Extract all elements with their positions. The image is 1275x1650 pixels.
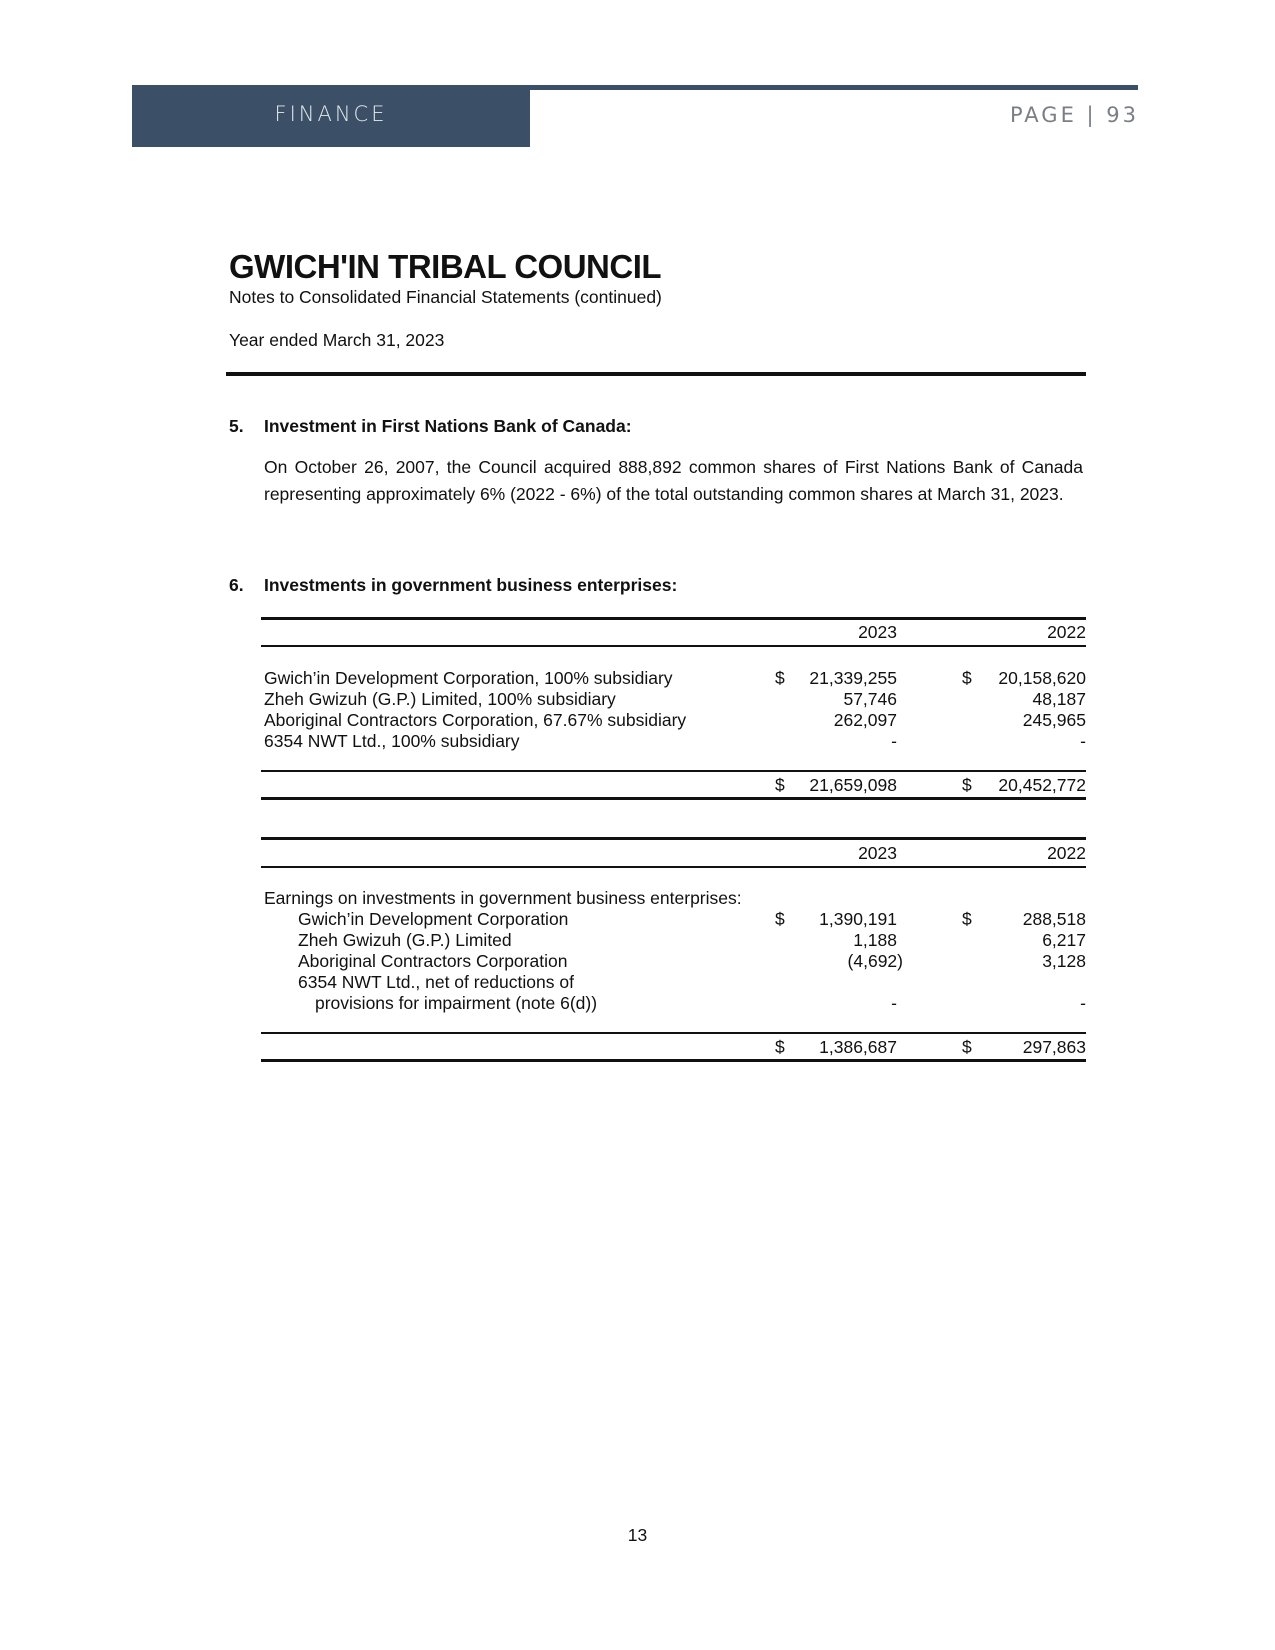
value-2022: 6,217 [1042,930,1086,950]
table-rule [261,797,1086,800]
total-2023: 21,659,098 [809,775,897,795]
column-header-2023: 2023 [858,843,897,863]
header-section-tab [132,85,530,147]
value-2023: - [891,731,897,751]
table-rule [261,866,1086,868]
value-2023: 1,390,191 [819,909,897,929]
row-label: Aboriginal Contractors Corporation, 67.67% subsidiary [264,710,687,730]
table-rule [261,645,1086,647]
row-label: Zheh Gwizuh (G.P.) Limited, 100% subsidiary [264,689,616,709]
column-header-2022: 2022 [1047,843,1086,863]
currency-symbol: $ [962,909,972,929]
currency-symbol: $ [962,775,972,795]
value-2023: 262,097 [833,710,897,730]
table-rule [261,1059,1086,1062]
value-2022: - [1080,993,1086,1013]
table-rule [261,837,1086,840]
value-2023: 21,339,255 [809,668,897,688]
currency-symbol: $ [775,1037,785,1057]
currency-symbol: $ [775,775,785,795]
row-label: Aboriginal Contractors Corporation [298,951,568,971]
value-2023: - [891,993,897,1013]
document-subtitle: Notes to Consolidated Financial Statements (continued) [229,287,662,307]
organization-title: GWICH'IN TRIBAL COUNCIL [229,248,662,285]
title-divider [226,372,1086,376]
table-rule [261,1032,1086,1034]
row-label-continued: provisions for impairment (note 6(d)) [315,993,598,1013]
reporting-period: Year ended March 31, 2023 [229,330,445,350]
table-rule [261,770,1086,772]
note5-title: Investment in First Nations Bank of Canada: [264,416,632,436]
value-2022: 3,128 [1042,951,1086,971]
total-2022: 297,863 [1022,1037,1086,1057]
currency-symbol: $ [962,1037,972,1057]
note5-number: 5. [229,416,244,436]
total-2022: 20,452,772 [998,775,1086,795]
note6-number: 6. [229,575,244,595]
value-2022: 245,965 [1022,710,1086,730]
value-2023: (4,692) [847,951,903,971]
row-label: Gwich’in Development Corporation, 100% subsidiary [264,668,673,688]
header-section-label: FINANCE [274,102,388,126]
currency-symbol: $ [775,668,785,688]
value-2022: - [1080,731,1086,751]
currency-symbol: $ [775,909,785,929]
value-2023: 57,746 [843,689,897,709]
value-2022: 288,518 [1022,909,1086,929]
value-2022: 20,158,620 [998,668,1086,688]
value-2023: 1,188 [853,930,897,950]
column-header-2022: 2022 [1047,622,1086,642]
column-header-2023: 2023 [858,622,897,642]
page-number: 13 [627,1525,648,1545]
currency-symbol: $ [962,668,972,688]
table-rule [261,617,1086,620]
row-label: 6354 NWT Ltd., net of reductions of [298,972,574,992]
row-label: 6354 NWT Ltd., 100% subsidiary [264,731,520,751]
header-page-label: PAGE | 93 [1009,103,1139,127]
total-2023: 1,386,687 [819,1037,897,1057]
earnings-heading: Earnings on investments in government business enterprises: [264,888,742,908]
row-label: Zheh Gwizuh (G.P.) Limited [298,930,512,950]
note6-title: Investments in government business enterprises: [264,575,678,595]
value-2022: 48,187 [1032,689,1086,709]
row-label: Gwich’in Development Corporation [298,909,569,929]
note5-paragraph: On October 26, 2007, the Council acquired 888,892 common shares of First Nations Bank of Canada representing approximately 6% (2022 - 6%) of the total outstanding common shares at March 31, 2023. [264,457,1083,504]
